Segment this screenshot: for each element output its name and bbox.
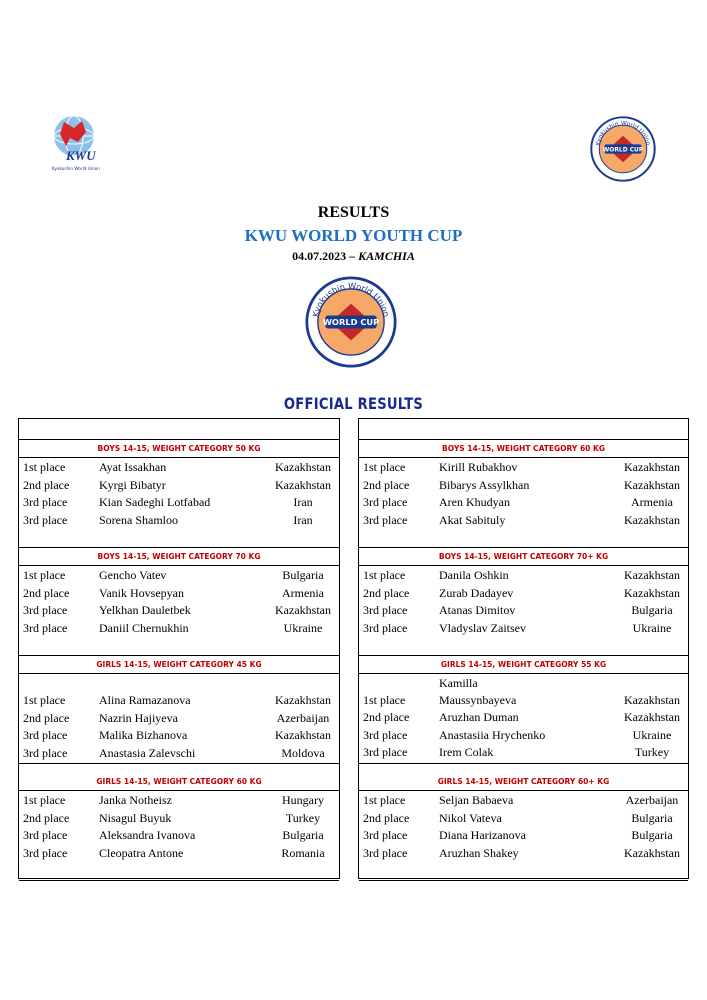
result-row [19, 810, 339, 828]
athlete-country: Bulgaria [631, 828, 673, 842]
place-label: 3rd place [363, 828, 408, 842]
athlete-country: Kazakhstan [275, 603, 331, 617]
athlete-country: Bulgaria [631, 810, 673, 825]
athlete-country: Armenia [631, 495, 673, 509]
athlete-name: Irem Colak [439, 745, 494, 759]
kwu-logo-text: KWU [66, 148, 96, 163]
athlete-name: Alina Ramazanova [99, 693, 191, 707]
athlete-name: Ayat Issakhan [99, 460, 167, 474]
athlete-name: Gencho Vatev [99, 568, 167, 582]
category-block [359, 655, 688, 764]
athlete-country: Kazakhstan [624, 845, 680, 860]
category-block [19, 547, 339, 656]
category-heading: GIRLS 14-15, WEIGHT CATEGORY 60+ KG [359, 772, 688, 791]
athlete-name: Aruzhan Shakey [439, 845, 519, 860]
place-label: 3rd place [23, 845, 68, 860]
place-label: 3rd place [363, 512, 408, 527]
place-label: 3rd place [363, 495, 408, 509]
athlete-country: Kazakhstan [624, 460, 680, 474]
athlete-country: Kazakhstan [275, 477, 331, 492]
athlete-country: Kazakhstan [275, 728, 331, 742]
result-row [19, 459, 339, 477]
category-block [359, 547, 688, 656]
result-row [359, 675, 688, 709]
category-heading: BOYS 14-15, WEIGHT CATEGORY 70+ KG [359, 547, 688, 566]
cup-title: KWU WORLD YOUTH CUP [244, 226, 463, 245]
athlete-country: Ukraine [283, 620, 323, 635]
place-label: 3rd place [363, 620, 408, 635]
kwu-logo [44, 112, 108, 176]
athlete-name: Kirill Rubakhov [439, 460, 518, 474]
result-row [359, 602, 688, 620]
result-row [19, 692, 339, 710]
athlete-country: Kazakhstan [624, 477, 680, 492]
athlete-name: Danila Oshkin [439, 568, 509, 582]
category-heading: BOYS 14-15, WEIGHT CATEGORY 50 KG [19, 439, 339, 458]
athlete-name: Anastasia Zalevschi [99, 745, 196, 760]
results-heading: RESULTS [317, 204, 390, 221]
place-label: 1st place [363, 460, 406, 474]
athlete-country: Hungary [282, 793, 324, 807]
category-block [19, 655, 339, 764]
athlete-country: Azerbaijan [276, 710, 330, 725]
athlete-country: Ukraine [632, 727, 672, 742]
athlete-country: Kazakhstan [624, 568, 680, 582]
athlete-country: Turkey [634, 745, 670, 759]
event-date-location [0, 249, 707, 264]
athlete-name: Diana Harizanova [439, 828, 526, 842]
place-label: 1st place [23, 693, 66, 707]
result-row [359, 709, 688, 727]
svg-text:Kyokushin World Union: Kyokushin World Union [594, 120, 652, 147]
athlete-name: Bibarys Assylkhan [439, 477, 530, 492]
athlete-name: Nisagul Buyuk [99, 810, 172, 825]
athlete-country: Bulgaria [282, 828, 324, 842]
athlete-country: Bulgaria [631, 603, 673, 617]
category-heading: BOYS 14-15, WEIGHT CATEGORY 60 KG [359, 439, 688, 458]
place-label: 2nd place [363, 585, 410, 600]
result-row [359, 727, 688, 745]
place-label: 1st place [23, 793, 66, 807]
world-cup-emblem-icon [305, 276, 397, 368]
result-row [19, 745, 339, 763]
kwu-globe-icon [44, 112, 108, 176]
place-label: 3rd place [23, 728, 68, 742]
athlete-country: Armenia [282, 585, 324, 600]
athlete-name: Malika Bizhanova [99, 728, 188, 742]
place-label: 2nd place [23, 810, 70, 825]
result-row [359, 512, 688, 530]
athlete-country: Azerbaijan [625, 793, 679, 807]
result-row [359, 792, 688, 810]
athlete-name: Yelkhan Dauletbek [99, 603, 191, 617]
result-row [19, 710, 339, 728]
table-top-bar [19, 419, 339, 440]
athlete-country: Romania [281, 845, 325, 860]
athlete-country: Kazakhstan [624, 512, 680, 527]
result-row [359, 744, 688, 762]
result-row [359, 810, 688, 828]
place-label: 2nd place [23, 585, 70, 600]
athlete-name: Vladyslav Zaitsev [439, 620, 526, 635]
athlete-name: Kamilla Maussynbayeva [439, 676, 517, 707]
athlete-name: Kian Sadeghi Lotfabad [99, 495, 211, 509]
place-label: 3rd place [23, 620, 68, 635]
place-label: 3rd place [363, 745, 408, 759]
place-label: 3rd place [23, 512, 68, 527]
place-label: 3rd place [23, 745, 68, 760]
category-heading: BOYS 14-15, WEIGHT CATEGORY 70 KG [19, 547, 339, 566]
athlete-name: Nikol Vateva [439, 810, 502, 825]
place-label: 1st place [23, 460, 66, 474]
place-label: 2nd place [363, 710, 410, 724]
athlete-country: Iran [293, 495, 313, 509]
athlete-name: Nazrin Hajiyeva [99, 710, 178, 725]
category-block [19, 772, 339, 881]
result-row [359, 567, 688, 585]
category-heading: GIRLS 14-15, WEIGHT CATEGORY 45 KG [19, 655, 339, 674]
result-row [19, 477, 339, 495]
result-row [19, 827, 339, 845]
category-heading: GIRLS 14-15, WEIGHT CATEGORY 55 KG [359, 655, 688, 674]
athlete-country: Iran [293, 512, 313, 527]
svg-text:WORLD CUP: WORLD CUP [322, 317, 380, 328]
kwu-logo-caption: Kyokushin World Union [52, 166, 100, 171]
athlete-country: Kazakhstan [275, 693, 331, 707]
athlete-name: Seljan Babaeva [439, 793, 514, 807]
result-row [359, 827, 688, 845]
athlete-country: Turkey [285, 810, 321, 825]
result-row [359, 459, 688, 477]
result-row [19, 602, 339, 620]
athlete-name: Zurab Dadayev [439, 585, 514, 600]
category-block [359, 439, 688, 548]
table-top-bar [359, 419, 688, 440]
results-table-left [18, 418, 340, 879]
results-table-right [358, 418, 689, 879]
athlete-name: Sorena Shamloo [99, 512, 178, 527]
place-label: 3rd place [23, 603, 68, 617]
world-cup-badge-small [590, 116, 656, 182]
athlete-name: Aren Khudyan [439, 495, 510, 509]
athlete-country: Ukraine [632, 620, 672, 635]
athlete-name: Akat Sabituly [439, 512, 506, 527]
result-row [359, 585, 688, 603]
result-row [19, 567, 339, 585]
place-label: 2nd place [363, 477, 410, 492]
result-row [359, 477, 688, 495]
world-cup-badge-center [305, 276, 397, 368]
event-location: KAMCHIA [358, 249, 415, 263]
place-label: 1st place [363, 793, 406, 807]
result-row [359, 620, 688, 638]
place-label: 2nd place [23, 710, 70, 725]
athlete-name: Daniil Chernukhin [99, 620, 189, 635]
place-label: 2nd place [363, 810, 410, 825]
official-results-heading: OFFICIAL RESULTS [283, 394, 424, 413]
athlete-name: Vanik Hovsepyan [99, 585, 184, 600]
event-date: 04.07.2023 – [292, 249, 356, 263]
result-row [19, 494, 339, 512]
place-label: 3rd place [363, 727, 408, 742]
place-label: 1st place [23, 568, 66, 582]
athlete-country: Kazakhstan [624, 710, 680, 724]
result-row [359, 494, 688, 512]
category-block [359, 772, 688, 881]
athlete-name: Janka Notheisz [99, 793, 172, 807]
athlete-name: Anastasiia Hrychenko [439, 727, 546, 742]
result-row [19, 845, 339, 863]
place-label: 3rd place [23, 495, 68, 509]
result-row [19, 585, 339, 603]
result-row [19, 727, 339, 745]
athlete-country: Kazakhstan [624, 585, 680, 600]
world-cup-badge-icon [590, 116, 656, 182]
result-row [19, 512, 339, 530]
athlete-country: Bulgaria [282, 568, 324, 582]
svg-text:WORLD CUP: WORLD CUP [602, 146, 644, 154]
athlete-name: Aruzhan Duman [439, 710, 519, 724]
athlete-country: Kazakhstan [275, 460, 331, 474]
svg-text:Kyokushin World Union: Kyokushin World Union [310, 280, 392, 318]
athlete-name: Kyrgi Bibatyr [99, 477, 166, 492]
place-label: 3rd place [23, 828, 68, 842]
place-label: 3rd place [363, 845, 408, 860]
athlete-name: Aleksandra Ivanova [99, 828, 196, 842]
athlete-name: Cleopatra Antone [99, 845, 184, 860]
athlete-country: Kazakhstan [624, 693, 680, 707]
result-row [359, 845, 688, 863]
category-block [19, 439, 339, 548]
athlete-name: Atanas Dimitov [439, 603, 516, 617]
place-label: 1st place [363, 693, 406, 707]
result-row [19, 792, 339, 810]
place-label: 2nd place [23, 477, 70, 492]
place-label: 1st place [363, 568, 406, 582]
result-row [19, 620, 339, 638]
category-heading: GIRLS 14-15, WEIGHT CATEGORY 60 KG [19, 772, 339, 791]
athlete-country: Moldova [281, 745, 325, 760]
place-label: 3rd place [363, 603, 408, 617]
